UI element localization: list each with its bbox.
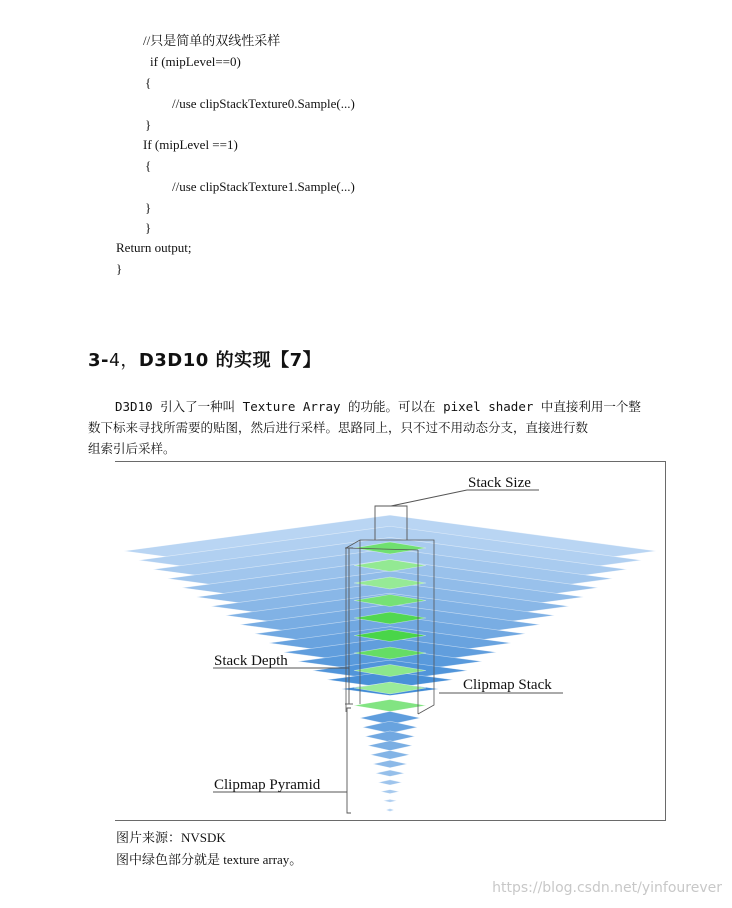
watermark-url: https://blog.csdn.net/yinfourever: [492, 880, 722, 896]
paragraph-line-text: D3D10 引入了一种叫 Texture Array 的功能。可以在 pixel shader 中直接利用一个整: [115, 399, 641, 414]
pyramid-tail-layer: [370, 750, 409, 759]
stack-layer: [354, 700, 426, 712]
code-line: Return output;: [116, 240, 192, 255]
code-line: //只是简单的双线性采样: [143, 33, 281, 48]
pyramid-layers: [124, 515, 656, 811]
pyramid-tail-layer: [376, 770, 405, 776]
section-title: D3D10 的实现【7】: [138, 350, 322, 371]
pyramid-tail-layer: [373, 760, 407, 767]
code-line: {: [145, 158, 152, 173]
clipmap-stack-label: Clipmap Stack: [463, 677, 552, 693]
code-line: if (mipLevel==0): [150, 54, 241, 69]
clipmap-figure: [115, 461, 666, 821]
body-paragraph: [88, 396, 668, 459]
paragraph-line: [88, 396, 668, 417]
clipmap-diagram: [115, 462, 665, 820]
code-line: {: [145, 75, 152, 90]
code-line: }: [116, 261, 123, 276]
stack-depth-label: Stack Depth: [214, 653, 288, 669]
clipmap-pyramid-label: Clipmap Pyramid: [214, 777, 321, 793]
code-line: If (mipLevel ==1): [143, 137, 238, 152]
pyramid-tail-layer: [381, 790, 399, 794]
paragraph-line: 组索引后采样。: [88, 441, 176, 456]
stack-size-label: Stack Size: [468, 475, 531, 491]
pyramid-tail-layer: [368, 741, 412, 751]
code-line: }: [145, 117, 152, 132]
stack-size-leader: [391, 490, 467, 506]
pyramid-bracket: [347, 708, 351, 813]
code-line: //use clipStackTexture0.Sample(...): [172, 96, 355, 111]
section-heading: [88, 346, 321, 372]
section-number-suffix: 4，: [109, 350, 139, 371]
code-line: //use clipStackTexture1.Sample(...): [172, 179, 355, 194]
code-line: }: [145, 200, 152, 215]
figure-caption-source: 图片来源：NVSDK: [116, 830, 226, 845]
figure-caption-note: 图中绿色部分就是 texture array。: [116, 852, 303, 867]
pyramid-tail-layer: [386, 809, 394, 812]
pyramid-tail-layer: [365, 731, 415, 742]
section-number: 3-: [88, 350, 109, 371]
pyramid-tail-layer: [378, 780, 402, 785]
paragraph-line: 数下标来寻找所需要的贴图，然后进行采样。思路同上，只不过不用动态分支，直接进行数: [88, 420, 589, 435]
pyramid-tail-layer: [383, 799, 396, 802]
code-line: }: [145, 220, 152, 235]
